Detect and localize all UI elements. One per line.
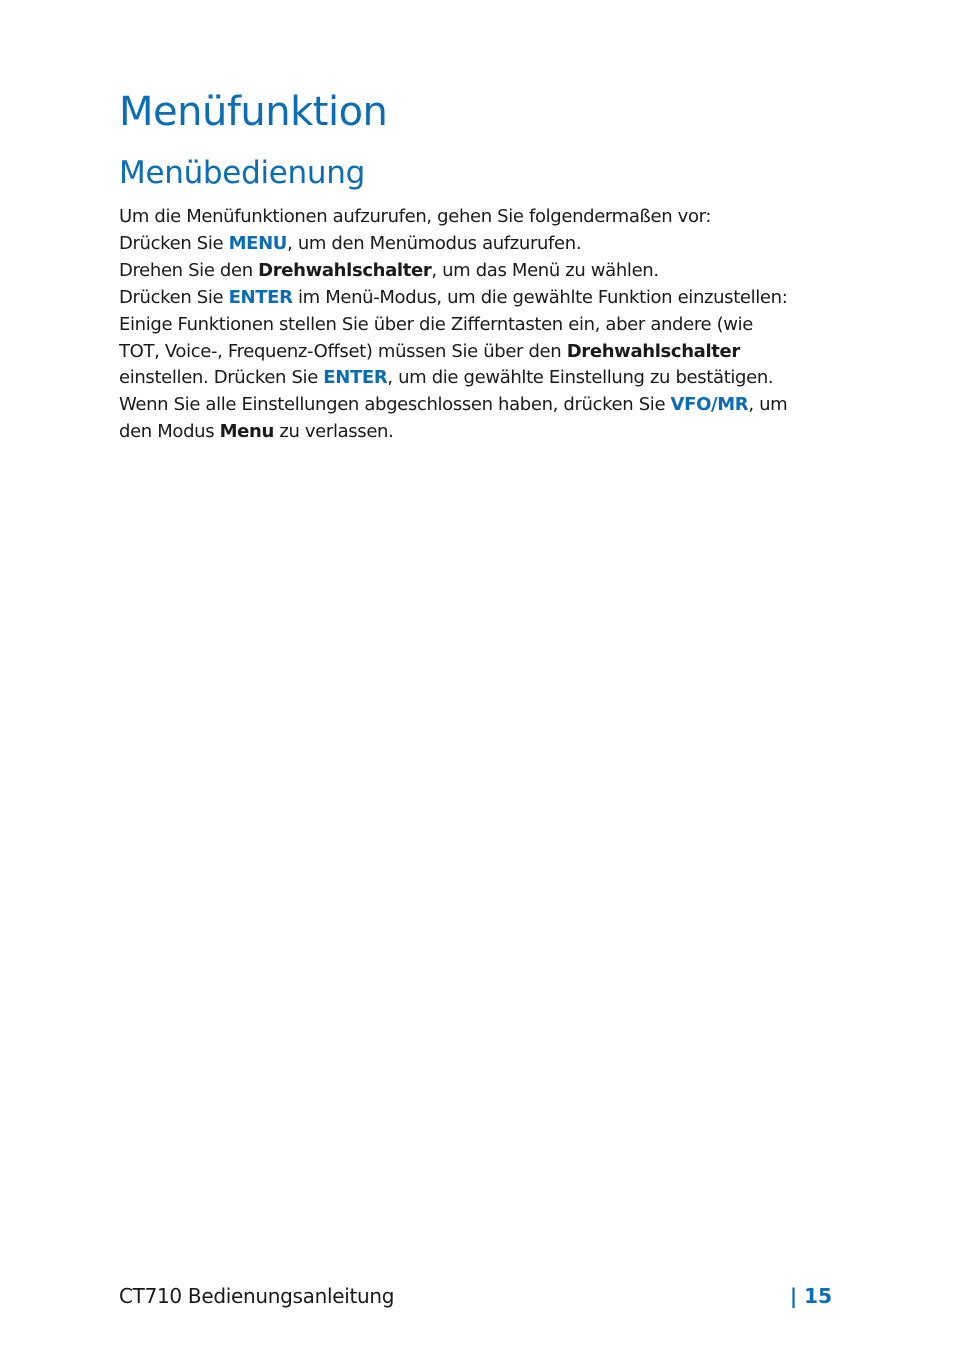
- text-line: [119, 339, 839, 366]
- text-run: im Menü-Modus, um die gewählte Funktion einzustellen:: [292, 286, 788, 308]
- text-run: Wenn Sie alle Einstellungen abgeschlossen haben, drücken Sie: [119, 394, 671, 416]
- text-run: Drehen Sie den: [119, 259, 259, 281]
- text-run: , um die gewählte Einstellung zu bestätigen.: [387, 367, 774, 389]
- footer-manual-name: CT710 Bedienungsanleitung: [119, 1284, 395, 1308]
- text-line: [119, 258, 839, 285]
- text-line: [119, 204, 839, 231]
- vfo-mr-key-label: VFO/MR: [670, 394, 749, 416]
- text-run: TOT, Voice-, Frequenz-Offset) müssen Sie über den: [119, 340, 567, 362]
- text-line: [119, 312, 839, 339]
- text-line: [119, 285, 839, 312]
- text-run: Drücken Sie: [119, 286, 229, 308]
- text-line: [119, 419, 839, 446]
- text-run: einstellen. Drücken Sie: [119, 367, 324, 389]
- page-title: Menüfunktion: [119, 89, 388, 135]
- text-run: , um das Menü zu wählen.: [431, 259, 659, 281]
- text-line: [119, 231, 839, 258]
- text-run: Um die Menüfunktionen aufzurufen, gehen Sie folgendermaßen vor:: [119, 206, 712, 227]
- text-line: [119, 392, 839, 419]
- text-run: , um: [748, 394, 788, 416]
- footer-page-number: | 15: [789, 1284, 832, 1308]
- enter-key-label: ENTER: [228, 286, 293, 308]
- enter-key-label: ENTER: [323, 367, 388, 389]
- text-line: [119, 365, 839, 392]
- menu-key-label: MENU: [228, 232, 288, 254]
- body-paragraph: [119, 204, 839, 446]
- dial-label: Drehwahlschalter: [258, 259, 432, 281]
- text-run: zu verlassen.: [273, 421, 394, 443]
- section-heading: Menübedienung: [119, 155, 365, 191]
- text-run: Drücken Sie: [119, 232, 229, 254]
- dial-label: Drehwahlschalter: [566, 340, 740, 362]
- menu-mode-label: Menu: [219, 421, 274, 443]
- text-run: Einige Funktionen stellen Sie über die Zifferntasten ein, aber andere (wie: [119, 313, 754, 335]
- text-run: den Modus: [119, 421, 220, 443]
- text-run: , um den Menümodus aufzurufen.: [287, 232, 582, 254]
